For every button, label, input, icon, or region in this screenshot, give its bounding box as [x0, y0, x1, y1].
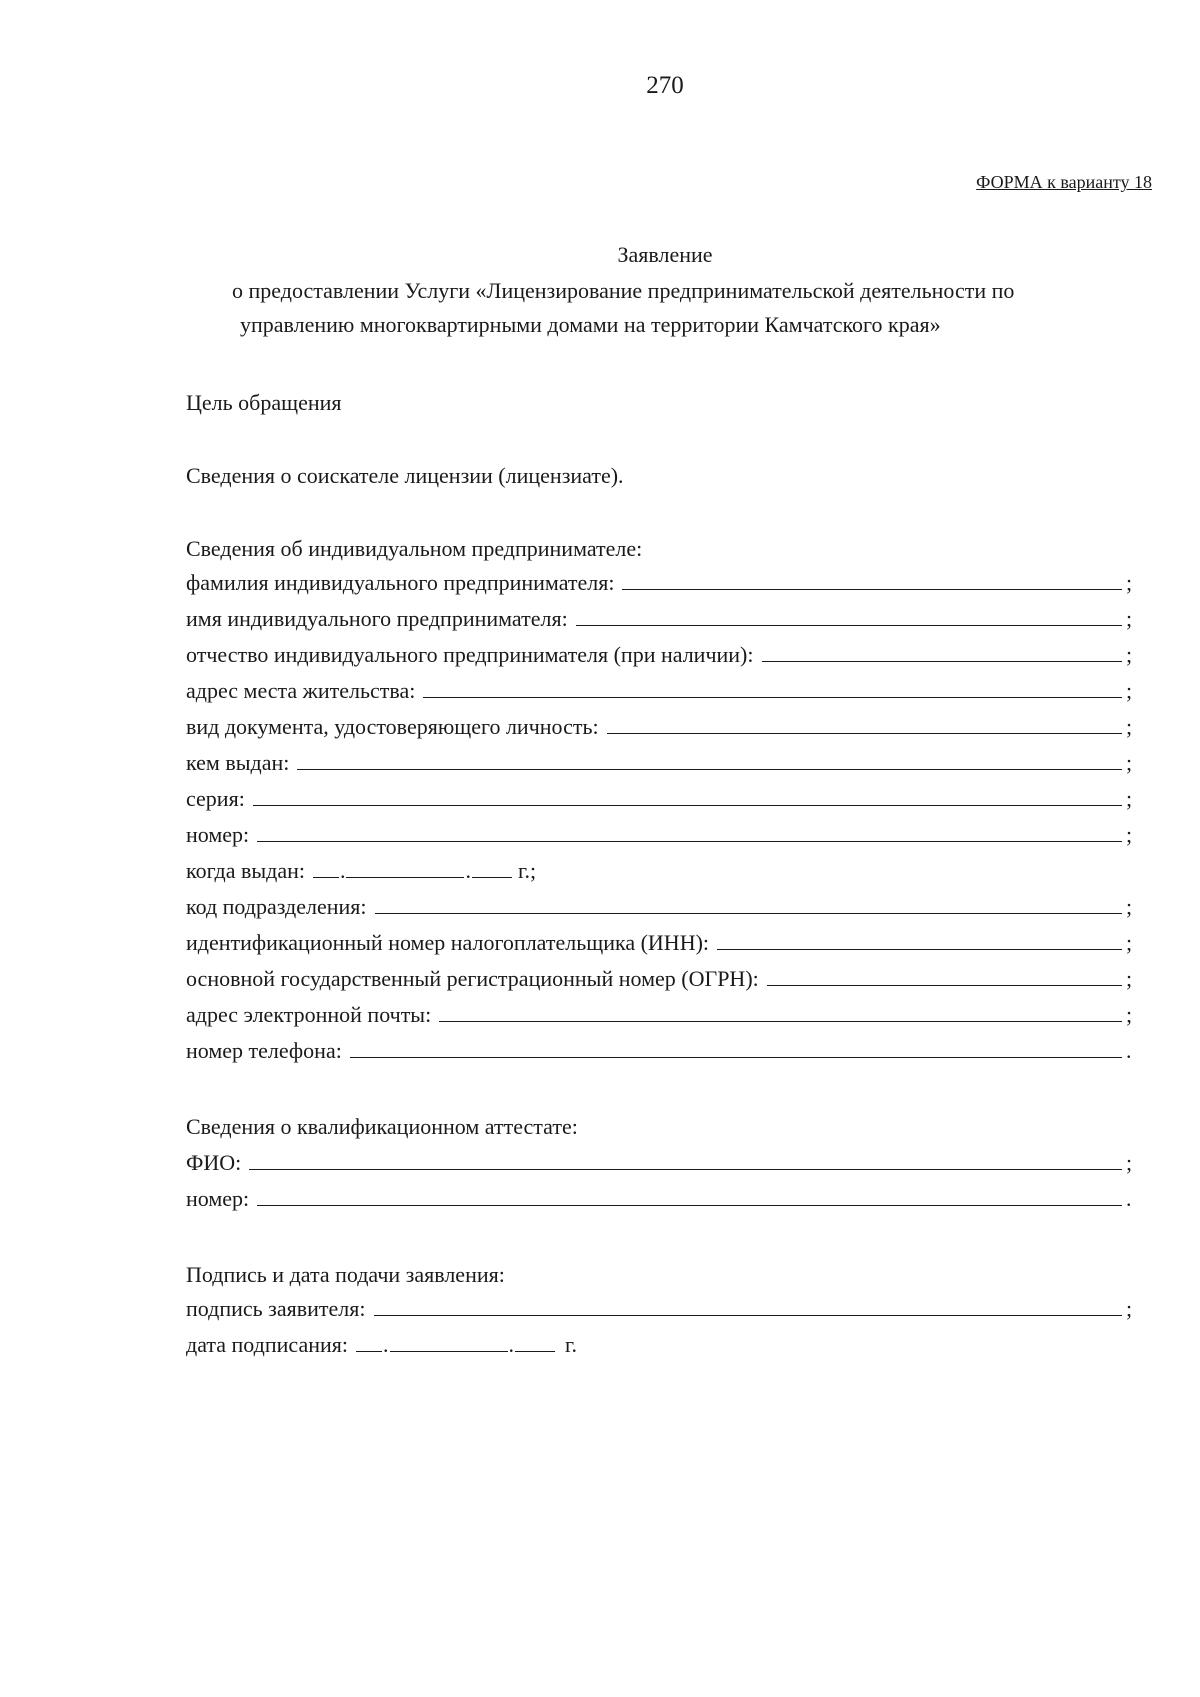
field-label: фамилия индивидуального предпринимателя:: [186, 570, 615, 595]
input-line[interactable]: [297, 768, 1122, 770]
applicant-signature-field[interactable]: [186, 1292, 1136, 1322]
field-label: отчество индивидуального предпринимателя (при наличии):: [186, 642, 754, 667]
surname-field[interactable]: [186, 566, 1136, 596]
field-label: дата подписания:: [186, 1332, 348, 1357]
certificate-number-field[interactable]: [186, 1182, 1136, 1212]
field-label: номер:: [186, 1186, 250, 1211]
purpose-label: Цель обращения: [186, 390, 342, 415]
input-line[interactable]: [576, 624, 1122, 626]
document-title: Заявление: [617, 242, 713, 267]
field-end: ;: [1126, 786, 1133, 811]
residence-address-field[interactable]: [186, 674, 1136, 704]
input-line[interactable]: [375, 912, 1122, 914]
field-label: подпись заявителя:: [186, 1296, 366, 1321]
ogrn-field[interactable]: [186, 962, 1136, 992]
month-input[interactable]: [346, 876, 464, 878]
field-end: ;: [1126, 1150, 1133, 1175]
field-label: ФИО:: [186, 1150, 242, 1175]
field-end: ;: [1126, 714, 1133, 739]
year-input[interactable]: [515, 1350, 555, 1352]
issued-by-field[interactable]: [186, 746, 1136, 776]
input-line[interactable]: [607, 732, 1122, 734]
inn-field[interactable]: [186, 926, 1136, 956]
date-suffix: г.;: [517, 858, 537, 883]
field-label: серия:: [186, 786, 245, 811]
field-label: идентификационный номер налогоплательщика (ИНН):: [186, 930, 710, 955]
field-end: ;: [1126, 966, 1133, 991]
certificate-fio-field[interactable]: [186, 1146, 1136, 1176]
input-line[interactable]: [622, 588, 1122, 590]
issue-date-field[interactable]: когда выдан: . . г.;: [186, 858, 537, 883]
field-end: ;: [1126, 678, 1133, 703]
field-end: ;: [1126, 642, 1133, 667]
field-end: ;: [1126, 606, 1133, 631]
patronymic-field[interactable]: [186, 638, 1136, 668]
day-input[interactable]: [313, 876, 339, 878]
field-label: когда выдан:: [186, 858, 305, 883]
input-line[interactable]: [717, 948, 1122, 950]
field-label: имя индивидуального предпринимателя:: [186, 606, 568, 631]
ip-section-heading: Сведения об индивидуальном предпринимателе:: [186, 536, 643, 561]
email-field[interactable]: [186, 998, 1136, 1028]
field-label: номер:: [186, 822, 250, 847]
field-label: кем выдан:: [186, 750, 290, 775]
field-end: ;: [1126, 750, 1133, 775]
input-line[interactable]: [257, 840, 1122, 842]
field-end: .: [1126, 1038, 1132, 1063]
field-end: ;: [1126, 1296, 1133, 1321]
document-subtitle-line-2: управлению многоквартирными домами на территории Камчатского края»: [240, 312, 941, 337]
field-end: ;: [1126, 1002, 1133, 1027]
input-line[interactable]: [374, 1314, 1122, 1316]
field-end: ;: [1126, 894, 1133, 919]
input-line[interactable]: [423, 696, 1122, 698]
form-label: ФОРМА к варианту 18: [976, 172, 1152, 192]
field-end: ;: [1126, 930, 1133, 955]
signature-section-heading: Подпись и дата подачи заявления:: [186, 1262, 505, 1287]
input-line[interactable]: [762, 660, 1123, 662]
input-line[interactable]: [767, 984, 1122, 986]
certificate-section-heading: Сведения о квалификационном аттестате:: [186, 1114, 578, 1139]
first-name-field[interactable]: [186, 602, 1136, 632]
input-line[interactable]: [249, 1168, 1122, 1170]
date-suffix: г.: [565, 1332, 578, 1357]
signing-date-field[interactable]: дата подписания: . . г.: [186, 1332, 578, 1357]
field-label: адрес электронной почты:: [186, 1002, 432, 1027]
input-line[interactable]: [253, 804, 1122, 806]
field-end: .: [1126, 1186, 1132, 1211]
applicant-info-label: Сведения о соискателе лицензии (лицензиате).: [186, 463, 624, 488]
field-label: адрес места жительства:: [186, 678, 416, 703]
field-label: номер телефона:: [186, 1038, 342, 1063]
field-label: основной государственный регистрационный номер (ОГРН):: [186, 966, 759, 991]
field-end: ;: [1126, 822, 1133, 847]
input-line[interactable]: [257, 1204, 1122, 1206]
input-line[interactable]: [350, 1056, 1122, 1058]
subdivision-code-field[interactable]: [186, 890, 1136, 920]
field-end: ;: [1126, 570, 1133, 595]
month-input[interactable]: [390, 1350, 508, 1352]
day-input[interactable]: [356, 1350, 382, 1352]
document-subtitle-line-1: о предоставлении Услуги «Лицензирование предпринимательской деятельности по: [232, 278, 1015, 303]
document-number-field[interactable]: [186, 818, 1136, 848]
input-line[interactable]: [439, 1020, 1122, 1022]
field-label: вид документа, удостоверяющего личность:: [186, 714, 599, 739]
field-label: код подразделения:: [186, 894, 367, 919]
year-input[interactable]: [472, 876, 512, 878]
series-field[interactable]: [186, 782, 1136, 812]
page-number: 270: [646, 72, 684, 99]
phone-field[interactable]: [186, 1034, 1136, 1064]
id-document-type-field[interactable]: [186, 710, 1136, 740]
